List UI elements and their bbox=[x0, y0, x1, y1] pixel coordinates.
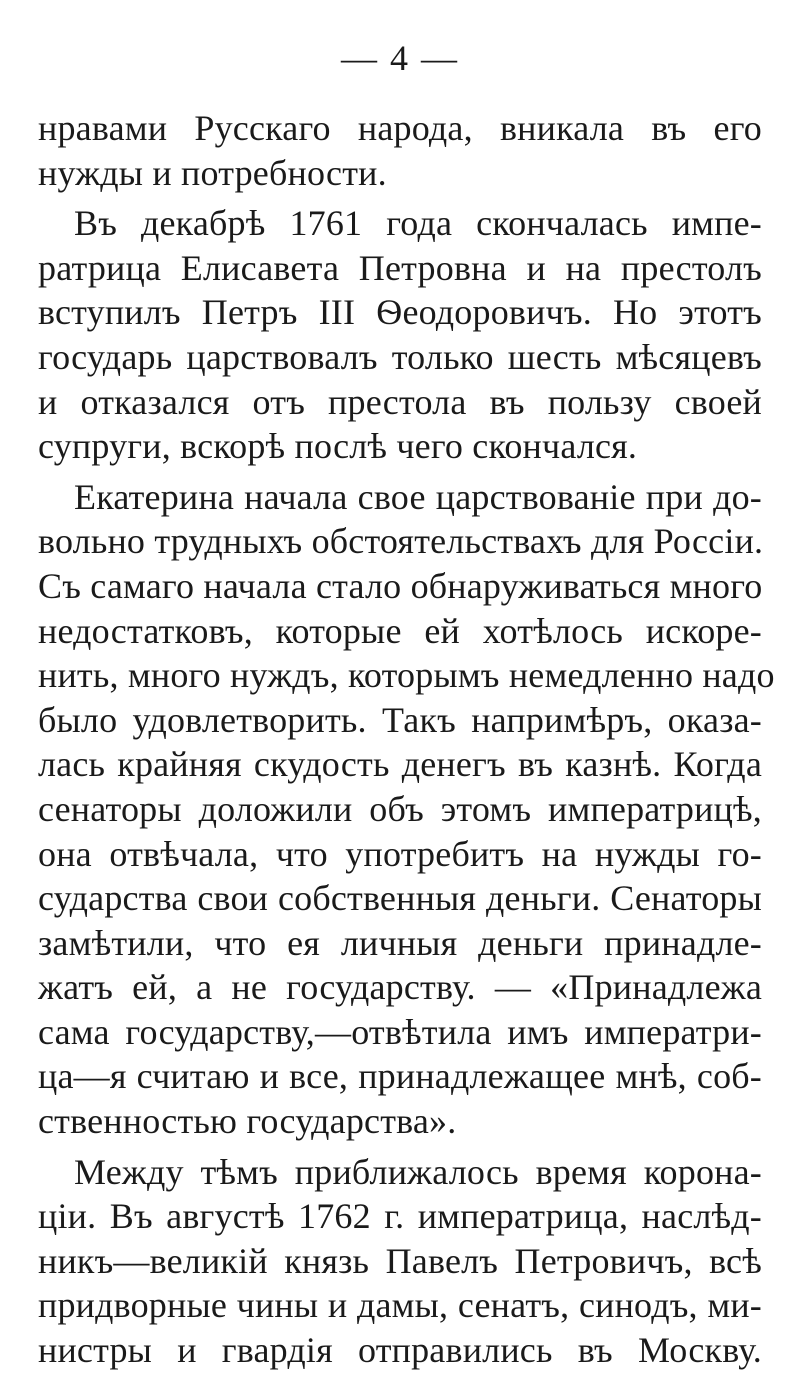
text-line: лась крайняя скудость денегъ въ казнѣ. Когда bbox=[38, 744, 762, 785]
text-line: Съ самаго начала стало обнаруживаться много bbox=[38, 565, 763, 606]
text-line: ца—я считаю и все, принадлежащее мнѣ, соб- bbox=[38, 1056, 762, 1097]
text-line: ственностью государства». bbox=[38, 1101, 457, 1142]
text-line: Въ декабрѣ 1761 года скончалась импе- bbox=[74, 203, 762, 244]
text-line: ціи. Въ августѣ 1762 г. императрица, наслѣд- bbox=[38, 1196, 762, 1237]
paragraph bbox=[38, 475, 775, 1144]
text-line: ратрица Елисавета Петровна и на престолъ bbox=[38, 247, 762, 288]
text-line: Между тѣмъ приближалось время корона- bbox=[74, 1151, 762, 1192]
text-line: никъ—великій князь Павелъ Петровичъ, всѣ bbox=[38, 1240, 762, 1281]
text-line: супруги, вскорѣ послѣ чего скончался. bbox=[38, 426, 638, 467]
paragraph bbox=[38, 106, 762, 195]
text-line: нить, много нуждъ, которымъ немедленно надо bbox=[38, 655, 775, 696]
page-number: — 4 — bbox=[341, 38, 459, 78]
text-line: жатъ ей, а не государству. — «Принадлежа bbox=[38, 967, 762, 1008]
text-line: было удовлетворить. Такъ напримѣръ, оказа- bbox=[38, 699, 762, 740]
text-line: нужды и потребности. bbox=[38, 152, 387, 193]
text-line: она отвѣчала, что употребитъ на нужды го- bbox=[38, 833, 762, 874]
text-line: придворные чины и дамы, сенатъ, синодъ, ми- bbox=[38, 1285, 762, 1326]
text-line: сама государству,—отвѣтила имъ императри- bbox=[38, 1011, 762, 1052]
text-line: вольно трудныхъ обстоятельствахъ для Россіи. bbox=[38, 521, 764, 562]
body-text bbox=[38, 106, 775, 1373]
text-line: Екатерина начала свое царствованіе при до- bbox=[74, 476, 762, 517]
text-line: сенаторы доложили объ этомъ императрицѣ, bbox=[38, 788, 762, 829]
text-line: сударства свои собственныя деньги. Сенаторы bbox=[38, 878, 762, 919]
paragraph bbox=[38, 1150, 762, 1373]
paragraph bbox=[38, 201, 762, 469]
text-line: нистры и гвардія отправились въ Москву. bbox=[38, 1330, 762, 1371]
text-line: замѣтили, что ея личныя деньги принадле- bbox=[38, 922, 762, 963]
text-line: государь царствовалъ только шесть мѣсяцевъ bbox=[38, 336, 762, 377]
text-line: недостатковъ, которые ей хотѣлось искоре- bbox=[38, 610, 762, 651]
text-line: вступилъ Петръ III Ѳеодоровичъ. Но этотъ bbox=[38, 292, 762, 333]
text-line: и отказался отъ престола въ пользу своей bbox=[38, 381, 762, 422]
text-line: нравами Русскаго народа, вникала въ его bbox=[38, 108, 762, 148]
